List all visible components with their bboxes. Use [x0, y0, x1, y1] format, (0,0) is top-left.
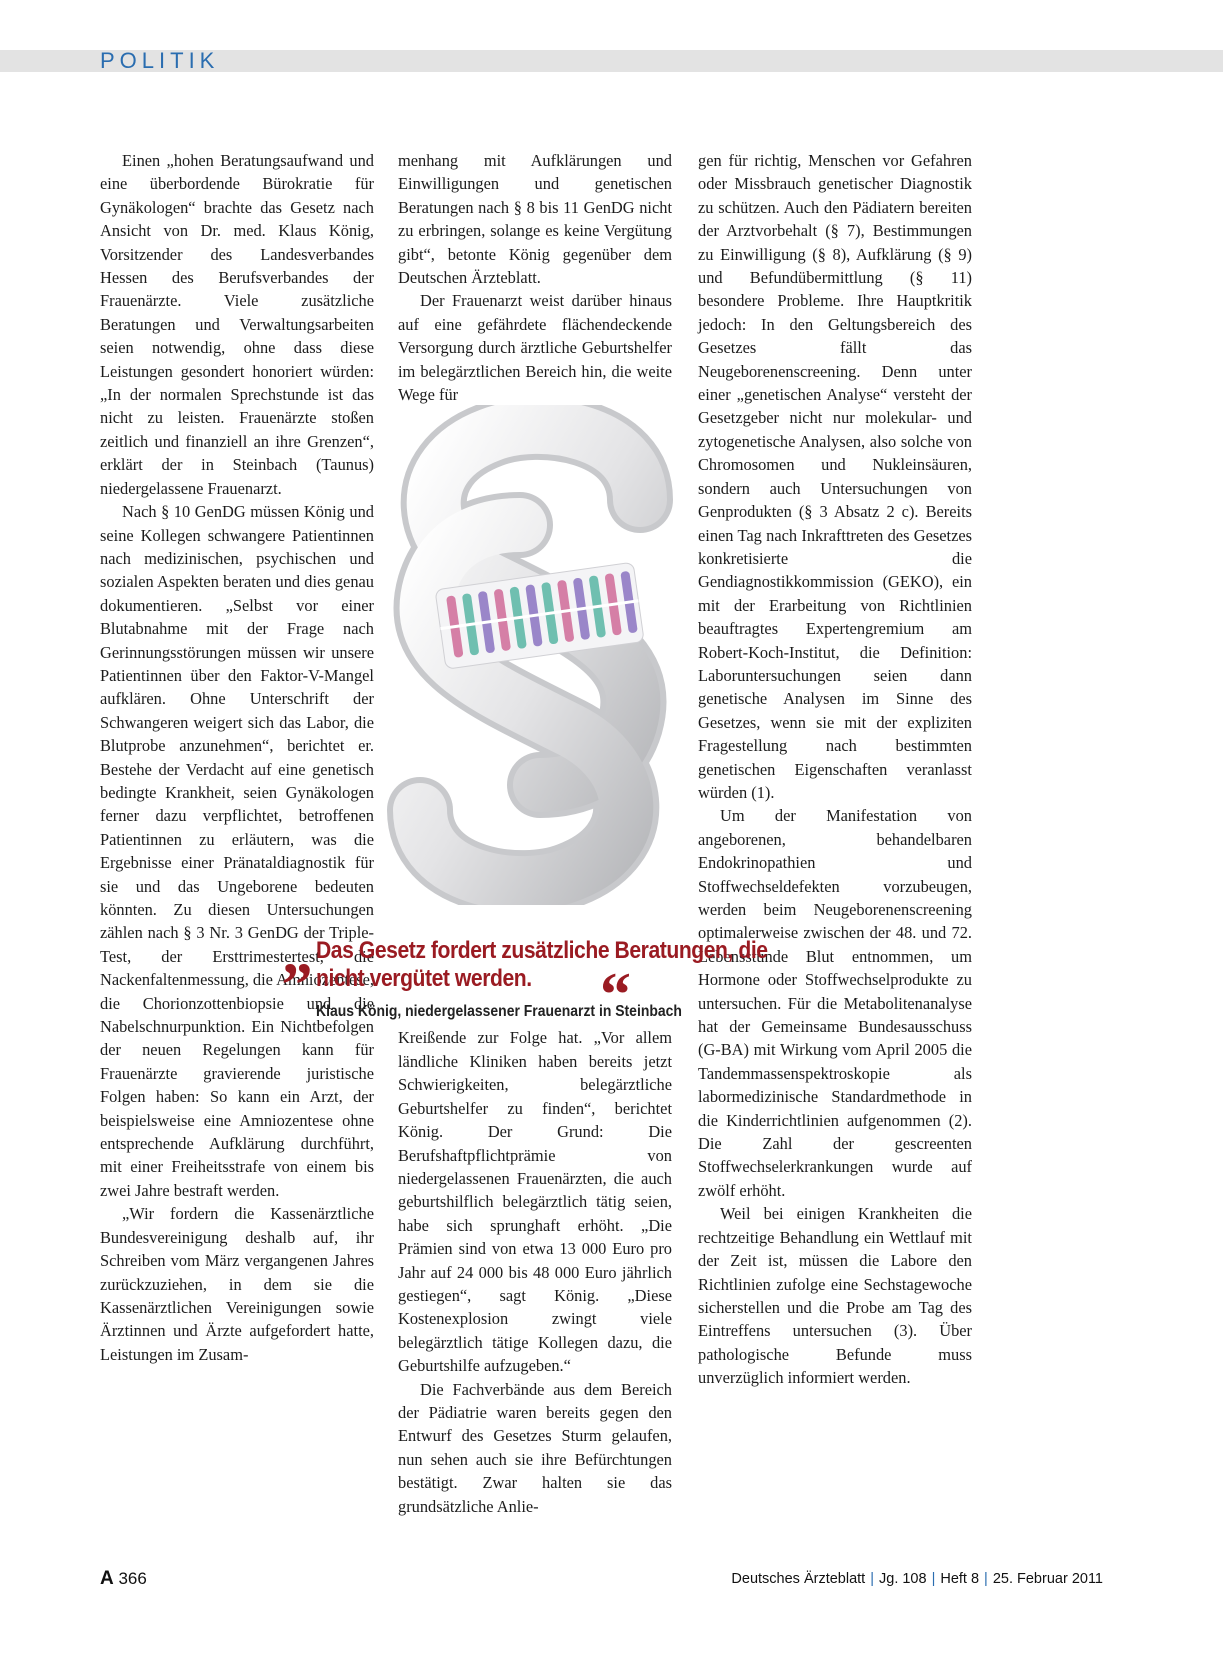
separator: | [984, 1571, 988, 1587]
paragraph: „Wir fordern die Kassenärztliche Bundesvereinigung deshalb auf, ihr Schreiben vom März vergangenen Jahres zurückzuziehen, in dem sie die Kassenärztlichen Vereinigungen sowie Ärztinnen und Ärzte aufgefordert hatte, Leistungen im Zusam- [100, 1204, 374, 1364]
paragraph: Um der Manifestation von angeborenen, behandelbaren Endokrinopathien und Stoffwechseldefekten vorzubeugen, werden beim Neugeborenenscreening optimalerweise zwischen der 48. und 72. Lebensstunde Blut entnommen, um Hormone oder Stoffwechselprodukte zu untersuchen. Für die Metabolitenanalyse hat der Gemeinsame Bundesausschuss (G-BA) mit Wirkung vom April 2005 die Tandemmassenspektroskopie als labormedizinische Standardmethode in die Kinderrichtlinien aufgenommen (2). Die Zahl der gescreenten Stoffwechselerkrankungen wurde auf zwölf erhöht. [698, 806, 972, 1200]
paragraph: menhang mit Aufklärungen und Einwilligungen und genetischen Beratungen nach § 8 bis 11 GenDG nicht zu erbringen, solange es keine Vergütung gibt“, betonte König gegenüber dem Deutschen Ärzteblatt. [398, 151, 672, 288]
page-number-value: 366 [118, 1569, 147, 1588]
paragraph: gen für richtig, Menschen vor Gefahren oder Missbrauch genetischer Diagnostik zu schützen. Auch den Pädiatern bereiten der Arztvorbehalt (§ 7), Bestimmungen zu Einwilligung (§ 8), Aufklärung (§ 9) und Befundübermittlung (§ 11) besondere Probleme. Ihre Hauptkritik jedoch: In den Geltungsbereich des Gesetzes fällt das Neugeborenenscreening. Denn unter einer „genetischen Analyse“ versteht der Gesetzgeber nicht nur molekular- und zytogenetische Analysen, also solche von Chromosomen und Nukleinsäuren, sondern auch Untersuchungen von Genprodukten (§ 3 Absatz 2 c). Bereits einen Tag nach Inkrafttreten des Gesetzes konkretisierte die Gendiagnostikkommission (GEKO), ein mit der Erarbeitung von Richtlinien beauftragtes Expertengremium am Robert-Koch-Institut, die Definition: Laboruntersuchungen seien dann genetische Analysen im Sinne des Gesetzes, wenn sie mit der expliziten Fragestellung nach bestimmten genetischen Eigenschaften veranlasst würden (1). [698, 151, 972, 802]
pull-quote-text: Das Gesetz fordert zusätzliche Beratungen, die nicht vergütet werden. [316, 937, 768, 992]
page-number [100, 1568, 147, 1590]
section-label: POLITIK [100, 48, 220, 73]
paragraph: Nach § 10 GenDG müssen König und seine Kollegen schwangere Patientinnen nach medizinischen, psychischen und sozialen Aspekten beraten und dies genau dokumentieren. „Selbst vor einer Blutabnahme mit der Frage nach Gerinnungsstörungen müssen wir unsere Patientinnen über den Faktor-V-Mangel aufklären. Ohne Unterschrift der Schwangeren weigert sich das Labor, die Blutprobe anzunehmen“, berichtet er. Bestehe der Verdacht auf eine genetisch bedingte Krankheit, seien Gynäkologen ferner dazu verpflichtet, betroffenen Patientinnen zu erläutern, was die Ergebnisse einer Pränataldiagnostik für sie und das Ungeborene bedeuten könnten. Zu diesen Untersuchungen zählen nach § 3 Nr. 3 GenDG der Triple-Test, der Ersttrimestertest, die Nackenfaltenmessung, die Amniozentese, die Chorionzottenbiopsie und die Nabelschnurpunktion. Ein Nichtbefolgen der neuen Regelungen kann für Frauenärzte gravierende juristische Folgen haben: So kann ein Arzt, der beispielsweise eine Amniozentese ohne entsprechende Aufklärung durchführt, mit einer Freiheitsstrafe von einem bis zwei Jahre bestraft werden. [100, 502, 374, 1200]
journal-name: Deutsches Ärzteblatt [731, 1571, 866, 1587]
separator: | [931, 1571, 936, 1587]
journal-issue: Heft 8 [940, 1571, 980, 1587]
article-column-1 [100, 149, 374, 1366]
opening-quote-mark: „ [282, 919, 313, 987]
paragraph: Einen „hohen Beratungsaufwand und eine überbordende Bürokratie für Gynäkologen“ brachte das Gesetz nach Ansicht von Dr. med. Klaus König, Vorsitzender des Landesverbandes Hessen des Berufsverbandes der Frauenärzte. Viele zusätzliche Beratungen und Verwaltungsarbeiten seien notwendig, ohne dass diese Leistungen gesondert honoriert würden: „In der normalen Sprechstunde ist das nicht zu leisten. Frauenärzte stoßen zeitlich und finanziell an ihre Grenzen“, erklärt der in Steinbach (Taunus) niedergelassene Frauenarzt. [100, 151, 374, 498]
article-column-3 [698, 149, 972, 1390]
pull-quote-attribution: Klaus König, niedergelassener Frauenarzt in Steinbach [316, 1003, 682, 1020]
paragraph: Kreißende zur Folge hat. „Vor allem ländliche Kliniken haben bereits jetzt Schwierigkeiten, belegärztliche Geburtshelfer zu finden“, berichtet König. Der Grund: Die Berufshaftpflichtprämie von niedergelassenen Frauenärzten, die auch geburtshilflich belegärztlich tätig seien, habe sich sprunghaft erhöht. „Die Prämien sind von etwa 13 000 Euro pro Jahr auf 24 000 bis 48 000 Euro jährlich gestiegen“, sagt König. „Diese Kostenexplosion zwingt viele belegärztlich tätige Kollegen dazu, die Geburtshilfe aufzugeben.“ [398, 1028, 672, 1376]
journal-volume: Jg. 108 [879, 1571, 927, 1587]
separator: | [870, 1571, 874, 1587]
journal-date: 25. Februar 2011 [992, 1571, 1103, 1587]
paragraph-sign-dna-illustration [340, 405, 720, 905]
journal-info [731, 1571, 1103, 1587]
paragraph: Der Frauenarzt weist darüber hinaus auf eine gefährdete flächendeckende Versorgung durch ärztliche Geburtshelfer im belegärztlichen Bereich hin, die weite Wege für [398, 291, 672, 405]
paragraph: Weil bei einigen Krankheiten die rechtzeitige Behandlung ein Wettlauf mit der Zeit ist, müssen die Labore den Richtlinien zufolge eine Sechstagewoche sicherstellen und die Probe am Tag des Eintreffens untersuchen (3). Über pathologische Befunde muss unverzüglich informiert werden. [698, 1204, 972, 1388]
closing-quote-mark: “ [600, 961, 631, 1029]
paragraph: Die Fachverbände aus dem Bereich der Pädiatrie waren bereits gegen den Entwurf des Gesetzes Sturm gelaufen, nun sehen auch sie ihre Befürchtungen bestätigt. Zwar halten sie das grundsätzliche Anlie- [398, 1379, 672, 1516]
pull-quote [282, 919, 802, 1029]
page-prefix: A [100, 1568, 114, 1589]
